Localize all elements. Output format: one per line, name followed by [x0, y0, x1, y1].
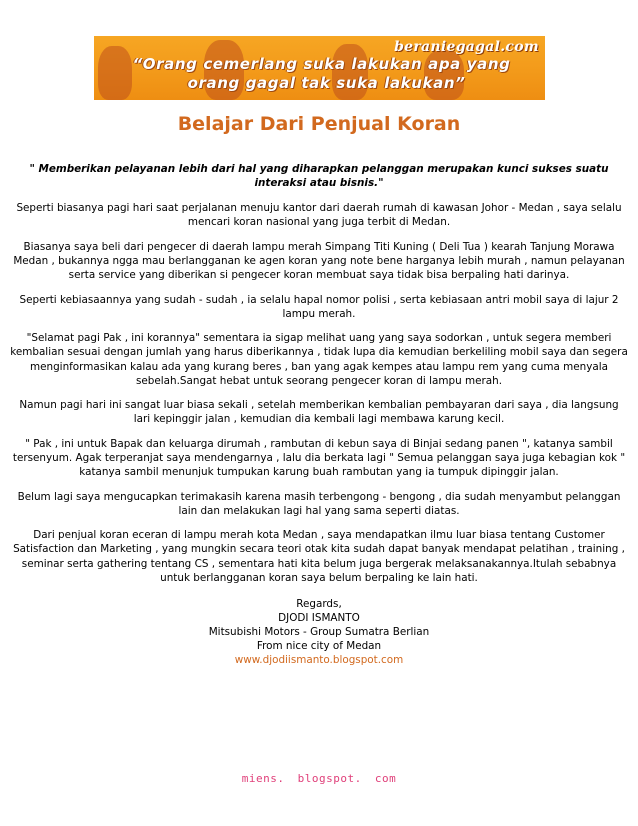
- banner-quote-line: orang gagal tak suka lakukan”: [187, 74, 466, 92]
- signature-block: [10, 597, 628, 667]
- footer-part: miens.: [241, 772, 285, 785]
- article-title: Belajar Dari Penjual Koran: [177, 113, 461, 135]
- article-body: [10, 162, 628, 678]
- paragraph: Biasanya saya beli dari pengecer di daerah lampu merah Simpang Titi Kuning ( Deli Tua ) kearah Tanjung Morawa Medan , bukannya ngga mau berlangganan ke agen koran yang note bene harganya lebih murah , namun pelayanan serta service yang diberikan si pengecer koran membuat saya tidak bisa berpaling hati darinya.: [13, 240, 625, 282]
- signature-regards: Regards,: [296, 597, 342, 610]
- banner-quote: [102, 55, 541, 93]
- paragraph: "Selamat pagi Pak , ini korannya" sementara ia sigap melihat uang yang saya sodorkan , untuk segera memberi kembalian sesuai dengan jumlah yang harus diberikannya , tidak lupa dia kemudian berkeliling mobil saya dan segera menginformasikan kalau ada yang kurang beres , ban yang agak kempes atau lampu rem yang cuma menyala sebelah.Sangat hebat untuk seorang pengecer koran di lampu merah.: [10, 332, 628, 387]
- signature-company: Mitsubishi Motors - Group Sumatra Berlian: [208, 625, 430, 638]
- paragraph: Dari penjual koran eceran di lampu merah kota Medan , saya mendapatkan ilmu luar biasa tentang Customer Satisfaction dan Marketing , yang mungkin secara teori otak kita sudah dapat banyak mendapat pelatihan , training , seminar serta gathering tentang CS , sementara hati kita belum juga bergerak melaksanakannya.Itulah sebabnya untuk berlangganan koran saya belum berpaling ke lain hati.: [13, 529, 625, 584]
- blog-link[interactable]: www.djodiismanto.blogspot.com: [234, 654, 404, 667]
- lead-quote: " Memberikan pelayanan lebih dari hal yang diharapkan pelanggan merupakan kunci sukses suatu interaksi atau bisnis.": [29, 163, 609, 190]
- footer-watermark: [0, 772, 638, 785]
- signature-name: DJODI ISMANTO: [278, 611, 360, 624]
- banner-site-name: beraniegagal.com: [394, 39, 539, 55]
- paragraph: Seperti kebiasaannya yang sudah - sudah , ia selalu hapal nomor polisi , serta kebiasaan antri mobil saya di lajur 2 lampu merah.: [19, 293, 619, 320]
- header-banner: [94, 36, 545, 100]
- paragraph: " Pak , ini untuk Bapak dan keluarga dirumah , rambutan di kebun saya di Binjai sedang panen ", katanya sambil tersenyum. Agak terperanjat saya mendengarnya , lalu dia berkata lagi " Semua pelanggan saya juga kebagian kok " katanya sambil menunjuk tumpukan karung buah rambutan yang ia tumpuk dipinggir jalan.: [12, 437, 626, 479]
- footer-part: blogspot.: [297, 772, 362, 785]
- paragraph: Belum lagi saya mengucapkan terimakasih karena masih terbengong - bengong , dia sudah menyambut pelanggan lain dan melakukan lagi hal yang sama seperti diatas.: [17, 490, 621, 517]
- footer-part: com: [374, 772, 397, 785]
- signature-city: From nice city of Medan: [256, 640, 382, 653]
- paragraph: Seperti biasanya pagi hari saat perjalanan menuju kantor dari daerah rumah di kawasan Johor - Medan , saya selalu mencari koran nasional yang juga terbit di Medan.: [16, 202, 622, 229]
- banner-quote-line: “Orang cemerlang suka lakukan apa yang: [132, 55, 511, 73]
- paragraph: Namun pagi hari ini sangat luar biasa sekali , setelah memberikan kembalian pembayaran dari saya , dia langsung lari kepinggir jalan , kemudian dia kembali lagi membawa karung kecil.: [19, 399, 619, 426]
